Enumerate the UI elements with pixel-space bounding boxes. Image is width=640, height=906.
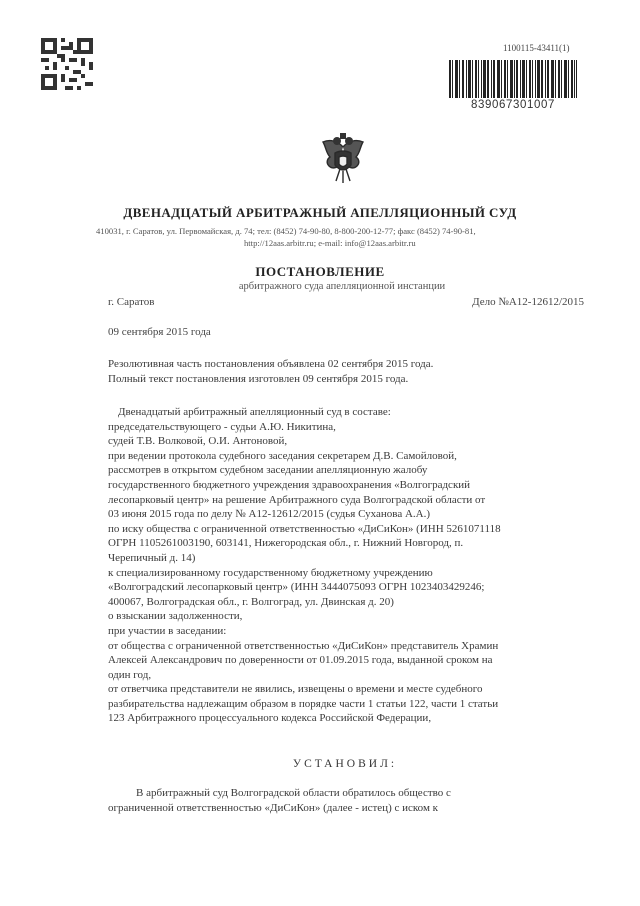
text-line: В арбитражный суд Волгоградской области обратилось общество с bbox=[136, 787, 451, 799]
qr-code-icon bbox=[41, 38, 93, 90]
text-line: государственного бюджетного учреждения здравоохранения «Волгоградский bbox=[108, 478, 471, 491]
document-subtitle: арбитражного суда апелляционной инстанции bbox=[238, 281, 446, 292]
document-id: 1100115-43411(1) bbox=[503, 43, 570, 53]
text-line: судей Т.В. Волковой, О.И. Антоновой, bbox=[108, 435, 288, 448]
intro-paragraph bbox=[108, 357, 586, 386]
text-line: председательствующего - судьи А.Ю. Никитина, bbox=[108, 420, 336, 433]
text-line: Алексей Александрович по доверенности от 01.09.2015 года, выданной сроком на bbox=[108, 654, 493, 667]
text-line: при участии в заседании: bbox=[108, 624, 227, 637]
court-name: ДВЕНАДЦАТЫЙ АРБИТРАЖНЫЙ АПЕЛЛЯЦИОННЫЙ СУД bbox=[123, 205, 517, 220]
text-line: от общества с ограниченной ответственностью «ДиСиКон» представитель Храмин bbox=[108, 639, 499, 652]
text-line: лесопарковый центр» на решение Арбитражного суда Волгоградской области от bbox=[108, 493, 486, 506]
text-line: один год, bbox=[108, 668, 152, 681]
text-line: «Волгоградский лесопарковый центр» (ИНН 3444075093 ОГРН 1023403429246; bbox=[108, 581, 485, 594]
court-address-line: 410031, г. Саратов, ул. Первомайская, д. 74; тел: (8452) 74-90-80, 8-800-200-12-77; факс (8452) 74-90-81, bbox=[96, 226, 476, 236]
text-line: от ответчика представители не явились, извещены о времени и месте судебного bbox=[108, 683, 483, 696]
text-line: разбирательства надлежащим образом в порядке части 1 статьи 122, части 1 статьи bbox=[108, 697, 499, 710]
text-line: рассмотрев в открытом судебном заседании апелляционную жалобу bbox=[108, 464, 428, 477]
court-address bbox=[96, 225, 591, 249]
main-paragraph bbox=[108, 405, 586, 726]
text-line: 123 Арбитражного процессуального кодекса Российской Федерации, bbox=[108, 712, 432, 725]
document-date: 09 сентября 2015 года bbox=[108, 326, 211, 338]
text-line: Двенадцатый арбитражный апелляционный суд в составе: bbox=[118, 406, 391, 418]
barcode bbox=[449, 60, 577, 114]
closing-paragraph bbox=[108, 786, 586, 815]
text-line: Черепичный д. 14) bbox=[108, 551, 196, 564]
text-line: Резолютивная часть постановления объявлена 02 сентября 2015 года. bbox=[108, 358, 434, 370]
text-line: по иску общества с ограниченной ответственностью «ДиСиКон» (ИНН 5261071118 bbox=[108, 522, 501, 535]
text-line: к специализированному государственному бюджетному учреждению bbox=[108, 566, 433, 579]
coat-of-arms-icon bbox=[318, 133, 368, 187]
city: г. Саратов bbox=[108, 296, 155, 308]
text-line: 03 июня 2015 года по делу № А12-12612/2015 (судья Суханова А.А.) bbox=[108, 508, 431, 521]
barcode-number: 839067301007 bbox=[471, 99, 555, 111]
barcode-icon bbox=[449, 60, 577, 98]
text-line: Полный текст постановления изготовлен 09 сентября 2015 года. bbox=[108, 372, 409, 385]
text-line: при ведении протокола судебного заседания секретарем Д.В. Самойловой, bbox=[108, 449, 457, 462]
text-line: 400067, Волгоградская обл., г. Волгоград, ул. Двинская д. 20) bbox=[108, 595, 394, 608]
text-line: о взыскании задолженности, bbox=[108, 610, 243, 623]
section-heading: УСТАНОВИЛ: bbox=[292, 758, 398, 770]
court-contacts-line: http://12aas.arbitr.ru; e-mail: info@12aas.arbitr.ru bbox=[244, 238, 416, 248]
text-line: ОГРН 1105261003190, 603141, Нижегородская обл., г. Нижний Новгород, п. bbox=[108, 537, 464, 550]
document-title: ПОСТАНОВЛЕНИЕ bbox=[255, 264, 385, 279]
case-number: Дело №А12-12612/2015 bbox=[472, 296, 584, 308]
text-line: ограниченной ответственностью «ДиСиКон» (далее - истец) с иском к bbox=[108, 801, 439, 814]
